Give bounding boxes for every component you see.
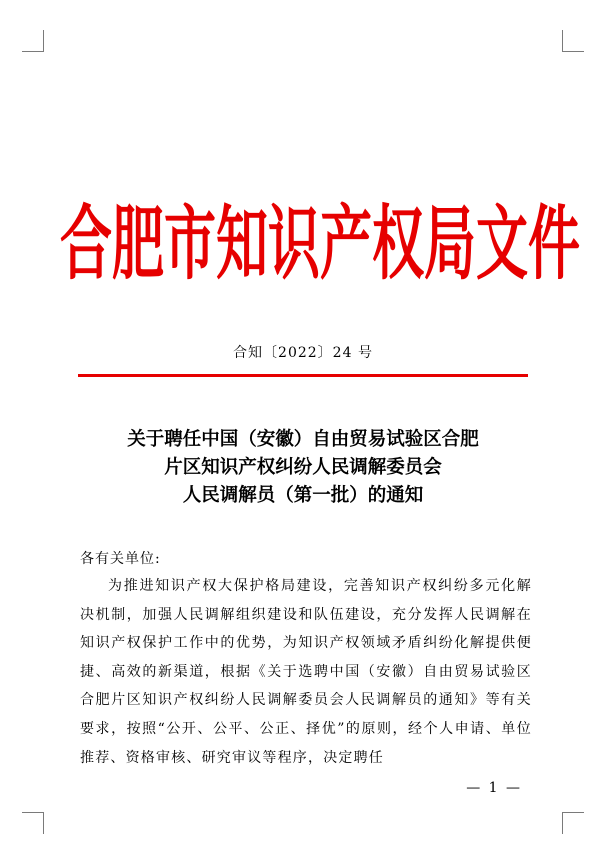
title-line-3: 人民调解员（第一批）的通知 bbox=[182, 485, 424, 506]
document-title bbox=[60, 426, 546, 510]
title-line-1: 关于聘任中国（安徽）自由贸易试验区合肥 bbox=[127, 429, 479, 450]
crop-mark-bottom-right bbox=[562, 812, 584, 834]
title-line-2: 片区知识产权纠纷人民调解委员会 bbox=[164, 457, 442, 478]
body-paragraph: 为推进知识产权大保护格局建设，完善知识产权纠纷多元化解决机制，加强人民调解组织建设和队伍建设，充分发挥人民调解在知识产权保护工作中的优势，为知识产权领域矛盾纠纷化解提供便捷、高效的新渠道，根据《关于选聘中国（安徽）自由贸易试验区合肥片区知识产权纠纷人民调解委员会人民调解员的通知》等有关要求，按照“公开、公平、公正、择优”的原则，经个人申请、单位推荐、资格审核、研究审议等程序，决定聘任 bbox=[80, 578, 532, 766]
salutation: 各有关单位: bbox=[80, 551, 161, 567]
crop-mark-top-right bbox=[562, 30, 584, 52]
document-masthead: 合肥市知识产权局文件 bbox=[60, 196, 581, 292]
document-number: 合知〔2022〕24 号 bbox=[233, 345, 373, 361]
red-separator-line bbox=[78, 374, 528, 377]
crop-mark-top-left bbox=[22, 30, 44, 52]
crop-mark-bottom-left bbox=[22, 812, 44, 834]
page-number: — 1 — bbox=[466, 780, 522, 796]
